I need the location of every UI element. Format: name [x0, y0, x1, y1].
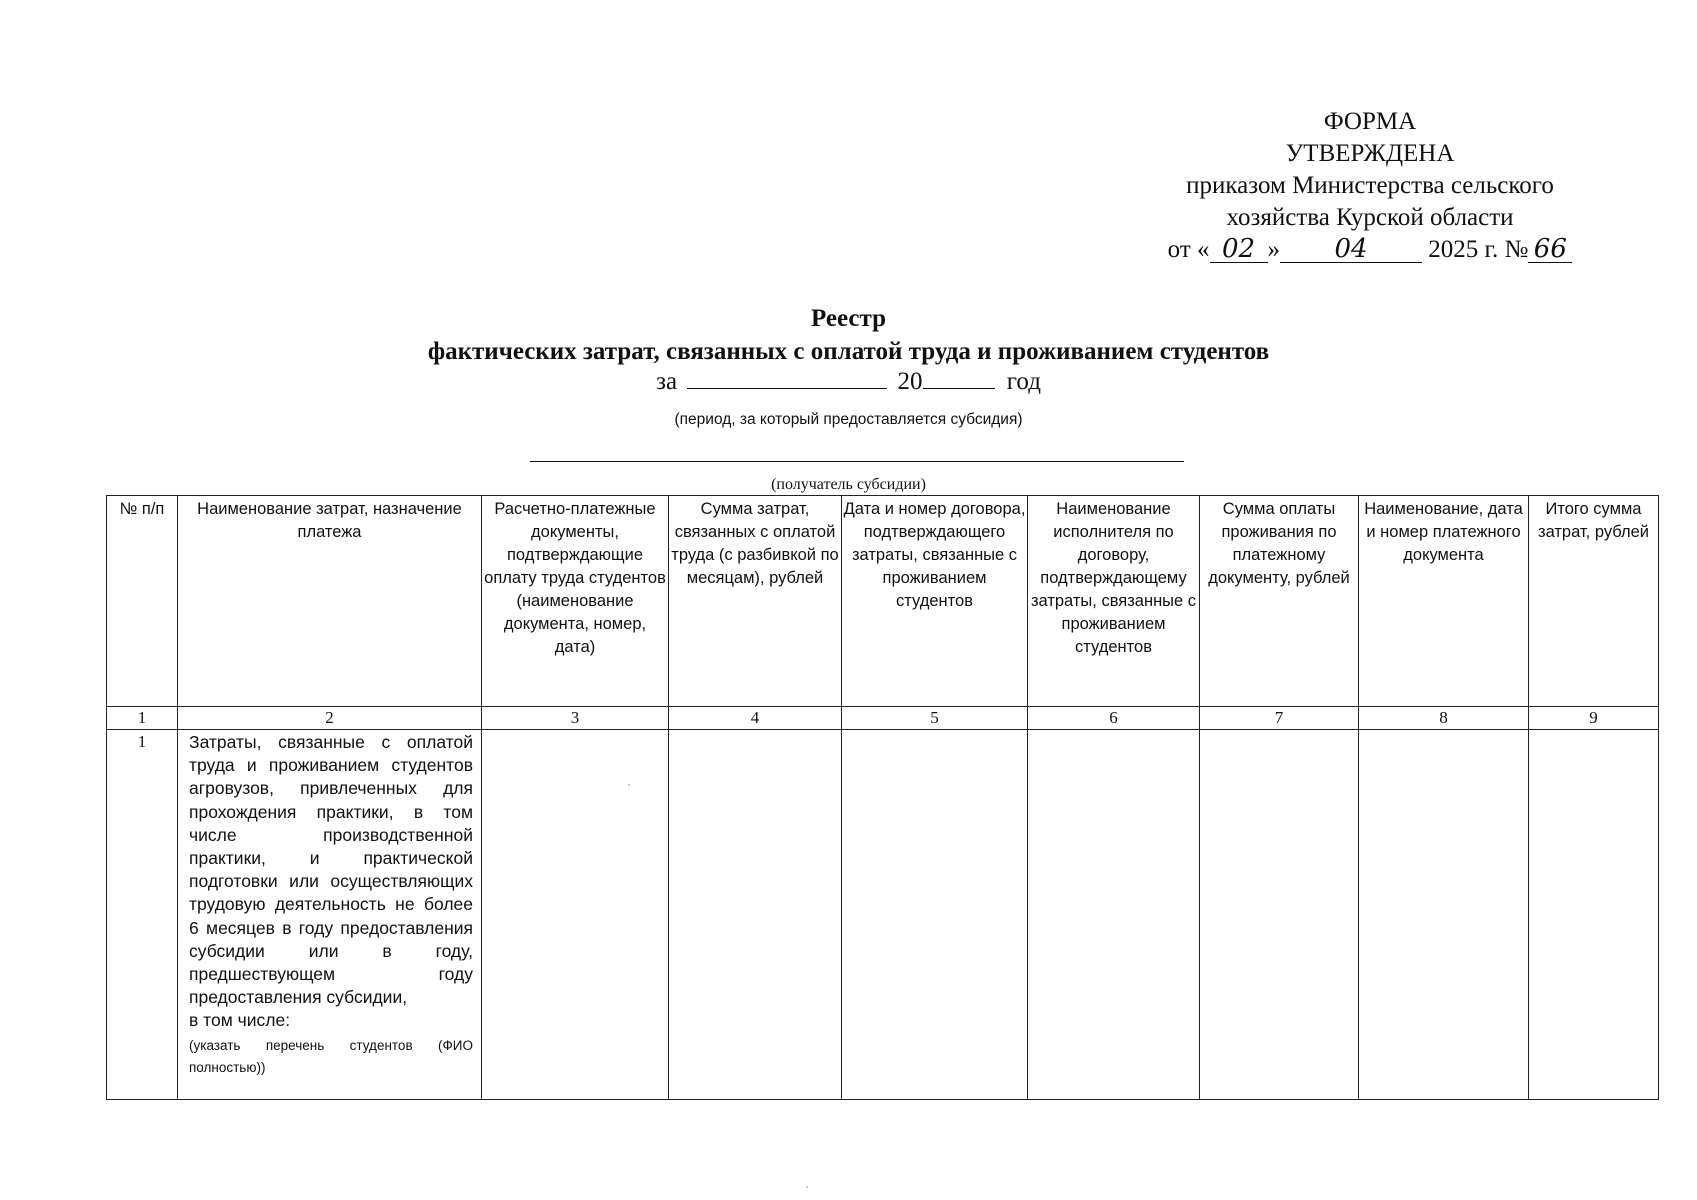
order-day: 02	[1210, 236, 1268, 263]
column-number: 5	[842, 707, 1028, 730]
total-cell[interactable]	[1529, 730, 1659, 1100]
header-labor-cost-sum: Сумма затрат, связанных с оплатой труда (с разбивкой по месяцам), рублей	[669, 496, 842, 707]
form-label: ФОРМА	[1323, 108, 1417, 135]
title-subject: фактических затрат, связанных с оплатой труда и проживанием студентов	[427, 338, 1270, 365]
period-caption: (период, за который предоставляется субсидия)	[674, 411, 1023, 428]
date-prefix: от «	[1167, 236, 1210, 263]
row-number: 1	[107, 730, 178, 1100]
year-suffix: год	[1006, 368, 1041, 395]
recipient-caption: (получатель субсидии)	[771, 476, 926, 493]
header-number: № п/п	[107, 496, 178, 707]
date-quote-close: »	[1267, 236, 1281, 263]
students-list-note: (указать перечень студентов (ФИО полностью))	[189, 1037, 473, 1075]
header-payment-document: Наименование, дата и номер платежного документа	[1359, 496, 1529, 707]
header-housing-payment-sum: Сумма оплаты проживания по платежному документу, рублей	[1200, 496, 1359, 707]
labor-cost-sum-cell[interactable]	[669, 730, 842, 1100]
housing-payment-sum-cell[interactable]	[1200, 730, 1359, 1100]
order-year-text: 2025 г. №	[1428, 236, 1529, 263]
approved-label: УТВЕРЖДЕНА	[1285, 140, 1455, 167]
column-number: 6	[1028, 707, 1200, 730]
period-line	[0, 366, 1697, 397]
column-number: 7	[1200, 707, 1359, 730]
including-label: в том числе:	[189, 1010, 291, 1031]
cost-description-text: Затраты, связанные с оплатой труда и проживанием студентов агровузов, привлеченных для прохождения практики, в том числе производственной практики, и практической подготовки или осуществляющих трудовую деятельность не более 6 месяцев в году предоставления субсидии или в году, предшествующем году предоставления субсидии,	[189, 732, 473, 1008]
title-registry: Реестр	[810, 305, 887, 332]
contractor-name-cell[interactable]	[1028, 730, 1200, 1100]
contract-date-number-cell[interactable]	[842, 730, 1028, 1100]
scan-speck	[628, 784, 630, 786]
order-month: 04	[1280, 236, 1422, 263]
payment-document-cell[interactable]	[1359, 730, 1529, 1100]
row-cost-description	[178, 730, 482, 1100]
order-authority-line-1: приказом Министерства сельского	[1186, 172, 1554, 199]
column-number: 1	[107, 707, 178, 730]
table-row	[107, 730, 1659, 1100]
recipient-blank-line[interactable]	[530, 461, 1184, 462]
order-number: 66	[1528, 236, 1572, 263]
column-number: 2	[178, 707, 482, 730]
registry-table	[106, 495, 1659, 1100]
column-number: 9	[1529, 707, 1659, 730]
order-authority-line-2: хозяйства Курской области	[1226, 204, 1514, 231]
table-header-row	[107, 496, 1659, 707]
column-number: 8	[1359, 707, 1529, 730]
period-blank[interactable]	[687, 366, 887, 389]
approval-stamp	[1130, 106, 1610, 266]
order-date-line	[1130, 234, 1610, 266]
column-number: 3	[482, 707, 669, 730]
header-contractor-name: Наименование исполнителя по договору, подтверждающему затраты, связанные с проживанием студентов	[1028, 496, 1200, 707]
payment-documents-cell[interactable]	[482, 730, 669, 1100]
period-prefix: за	[656, 368, 678, 395]
year-prefix: 20	[897, 368, 923, 395]
header-payment-documents: Расчетно-платежные документы, подтверждающие оплату труда студентов (наименование документа, номер, дата)	[482, 496, 669, 707]
document-title	[0, 302, 1697, 368]
year-blank[interactable]	[923, 366, 995, 389]
header-total: Итого сумма затрат, рублей	[1529, 496, 1659, 707]
header-cost-name: Наименование затрат, назначение платежа	[178, 496, 482, 707]
column-number: 4	[669, 707, 842, 730]
column-number-row	[107, 707, 1659, 730]
scan-speck	[806, 1186, 808, 1188]
header-contract-date-number: Дата и номер договора, подтверждающего затраты, связанные с проживанием студентов	[842, 496, 1028, 707]
